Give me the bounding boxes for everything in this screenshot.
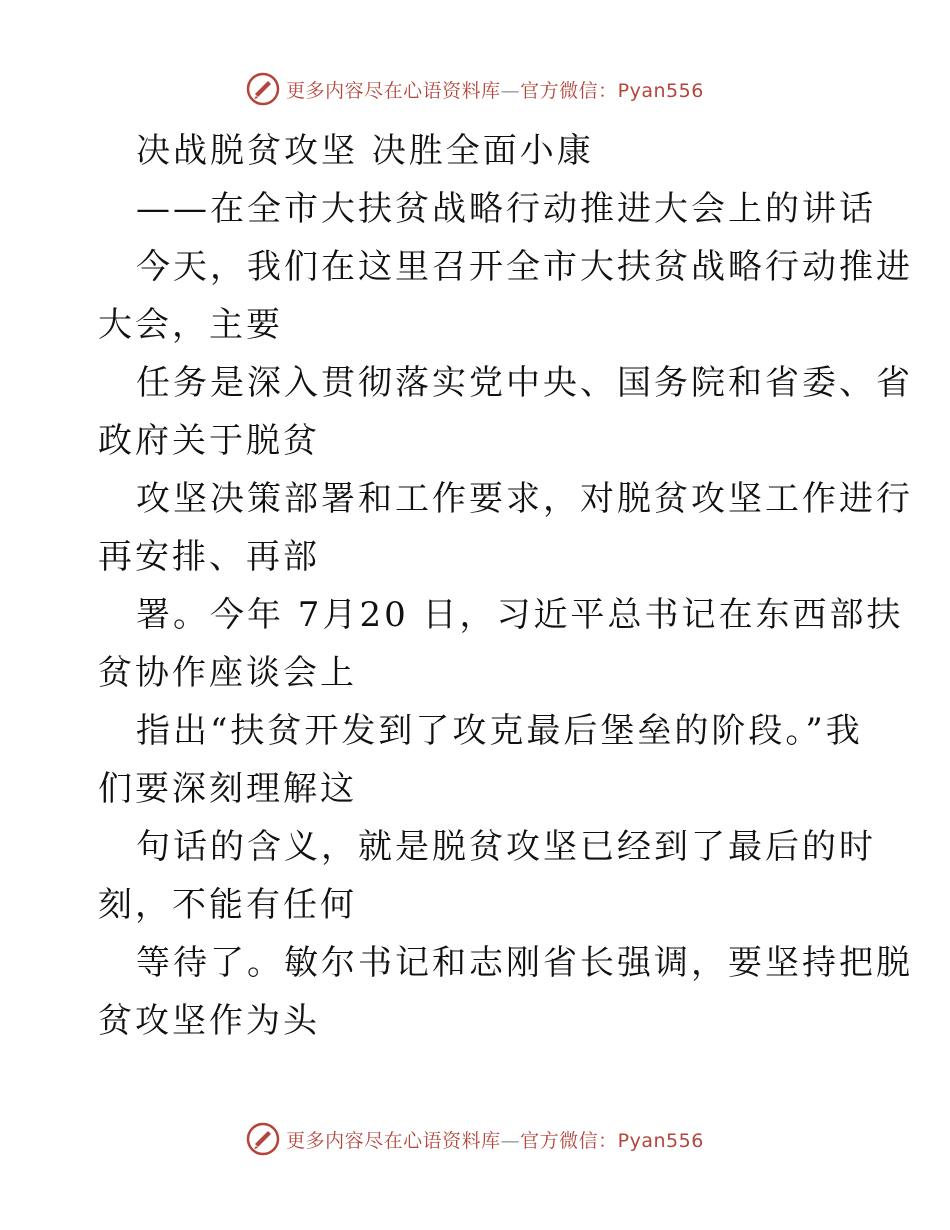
footer-banner [0, 1122, 950, 1156]
text-line: 任务是深入贯彻落实党中央、国务院和省委、省 [136, 363, 913, 403]
text-line: 等待了。敏尔书记和志刚省长强调，要坚持把脱 [136, 943, 913, 983]
document-body [98, 122, 913, 1050]
text-line: 刻，不能有任何 [98, 885, 357, 925]
text-line: 今天，我们在这里召开全市大扶贫战略行动推进 [136, 247, 913, 287]
document-title: 决战脱贫攻坚 决胜全面小康 [136, 131, 594, 171]
text-line: 署。今年 7月20 日，习近平总书记在东西部扶 [136, 595, 904, 635]
text-line: 句话的含义，就是脱贫攻坚已经到了最后的时 [136, 827, 876, 867]
banner-text: 更多内容尽在心语资料库—官方微信：Pyan556 [286, 1129, 704, 1152]
text-line: 攻坚决策部署和工作要求，对脱贫攻坚工作进行 [136, 479, 913, 519]
text-line: 大会，主要 [98, 305, 283, 345]
text-line: 再安排、再部 [98, 537, 320, 577]
brand-logo-icon [246, 72, 280, 106]
text-line: 指出“扶贫开发到了攻克最后堡垒的阶段。”我 [136, 711, 863, 751]
text-line: 贫攻坚作为头 [98, 1001, 320, 1041]
text-line: 贫协作座谈会上 [98, 653, 357, 693]
header-banner [0, 72, 950, 106]
banner-text: 更多内容尽在心语资料库—官方微信：Pyan556 [286, 79, 704, 102]
text-line: 们要深刻理解这 [98, 769, 357, 809]
document-subtitle: ——在全市大扶贫战略行动推进大会上的讲话 [136, 189, 876, 229]
text-line: 政府关于脱贫 [98, 421, 320, 461]
brand-logo-icon [246, 1122, 280, 1156]
